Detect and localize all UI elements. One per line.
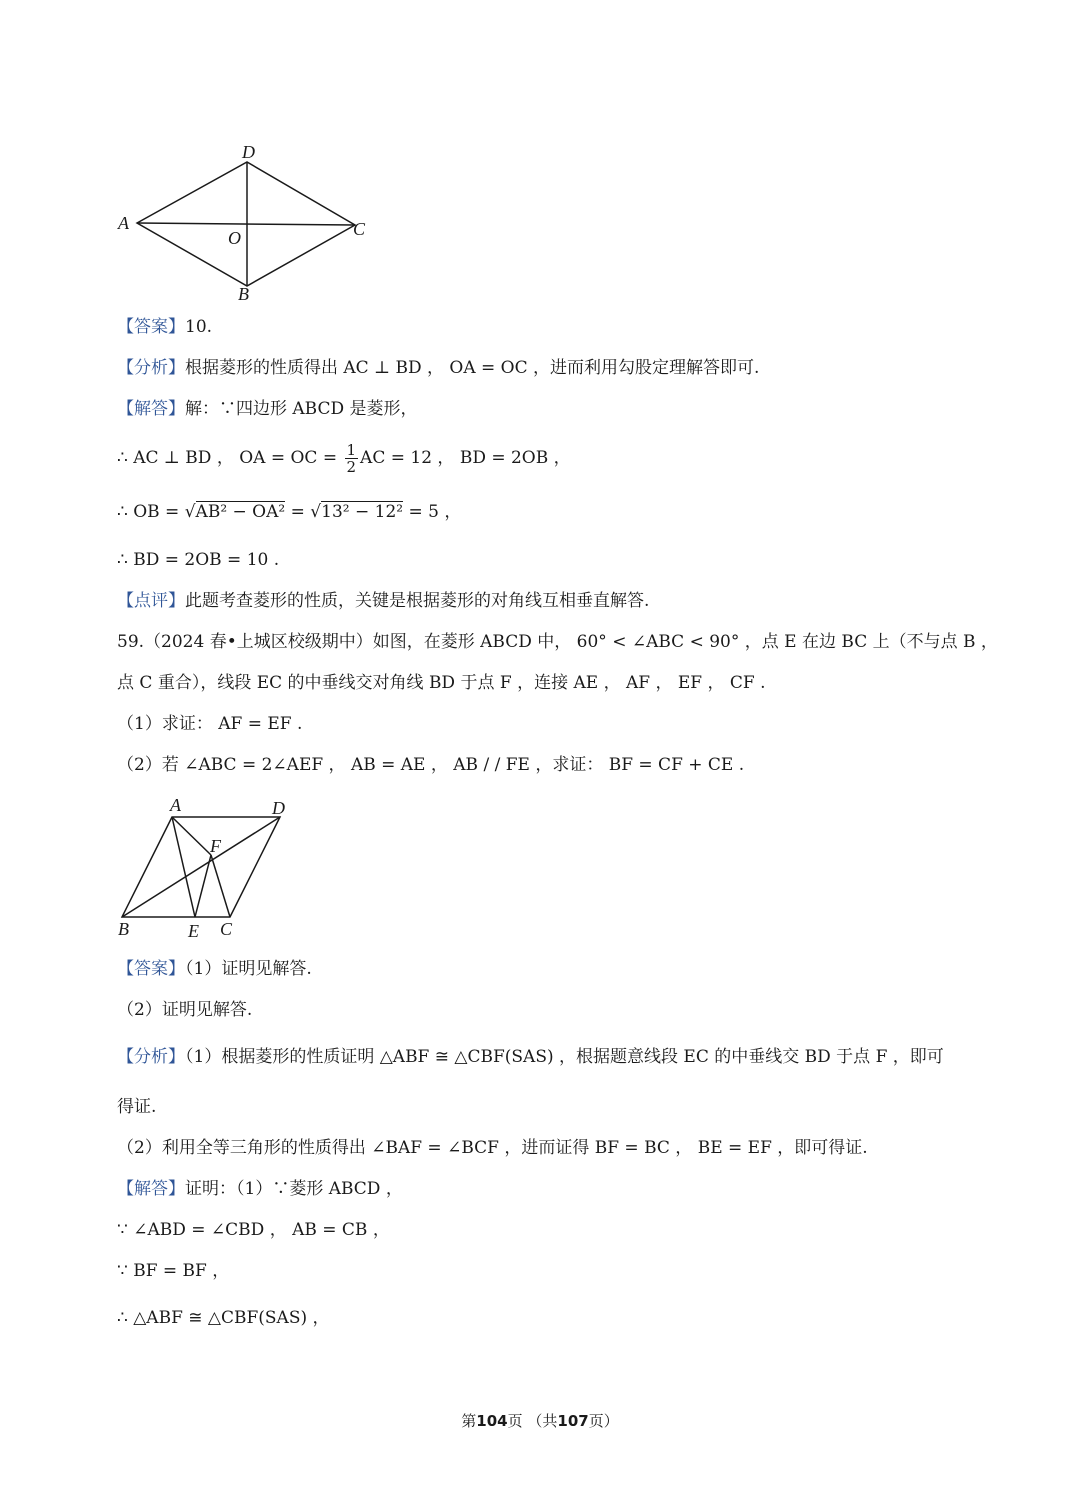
problem-59-line2	[117, 671, 765, 695]
rhombus-figure	[110, 140, 380, 305]
label-o: O	[228, 228, 241, 248]
sqrt-content-2: 13² − 12²	[321, 502, 404, 522]
analysis-59-line1	[117, 1045, 944, 1069]
comment-tag: 【点评】	[117, 591, 185, 611]
label-b: B	[238, 284, 249, 304]
solution-59-text4: ∴ △ABF ≅ △CBF(SAS) ，	[117, 1308, 330, 1328]
step1-part-a: ∴ AC ⊥ BD ， OA = OC =	[117, 448, 343, 468]
problem-59-part2	[117, 753, 744, 777]
page-footer	[0, 1410, 1080, 1431]
answer-59-part2: （2）证明见解答.	[117, 1000, 253, 1020]
analysis-58-text: 根据菱形的性质得出 AC ⊥ BD ， OA = OC ，进而利用勾股定理解答即可.	[185, 358, 760, 378]
answer-59-line	[117, 957, 312, 981]
footer-page-number: 104	[476, 1412, 508, 1430]
sqrt-content-1: AB² − OA²	[195, 502, 286, 522]
label-c: C	[353, 219, 366, 239]
label-f: F	[210, 836, 221, 856]
problem-59-part2-text: （2）若 ∠ABC = 2∠AEF ， AB = AE ， AB / / FE ，求证： BF = CF + CE .	[117, 755, 745, 775]
analysis-58-line	[117, 356, 759, 380]
solution-59-text1: 证明：（1）∵菱形 ABCD ，	[185, 1179, 403, 1199]
step3-text: ∴ BD = 2OB = 10 .	[117, 550, 280, 570]
solution-59-line4	[117, 1306, 330, 1330]
solution-59-text2: ∵ ∠ABD = ∠CBD ， AB = CB ，	[117, 1220, 390, 1240]
label-d: D	[242, 142, 255, 162]
analysis-59-text1-cont: 得证.	[117, 1097, 157, 1117]
diagonal-bd	[122, 817, 280, 917]
segment-af	[172, 817, 211, 855]
label-a: A	[118, 213, 129, 233]
problem-59-line1	[117, 630, 998, 654]
solution-58-step3	[117, 548, 279, 572]
solution-59-line1	[117, 1177, 403, 1201]
solution-59-line3	[117, 1259, 229, 1283]
answer-58-line	[117, 315, 212, 339]
solution-58-step1	[117, 440, 571, 476]
problem-59-part1	[117, 712, 302, 736]
fraction-numerator: 1	[346, 441, 357, 459]
analysis-59-line1-cont	[117, 1095, 156, 1119]
answer-tag: 【答案】	[117, 317, 185, 337]
label-e: E	[188, 921, 199, 941]
solution-58-intro: 解：∵四边形 ABCD 是菱形，	[185, 399, 418, 419]
solution-58-line	[117, 397, 418, 421]
comment-58-line	[117, 589, 649, 613]
fraction-denominator: 2	[346, 458, 357, 476]
segment-ef	[195, 855, 211, 917]
problem-59-text1: 59.（2024 春•上城区校级期中）如图，在菱形 ABCD 中， 60° < ∠ABC < 90° ，点 E 在边 BC 上（不与点 B ，	[117, 632, 998, 652]
analysis-59-text2: （2）利用全等三角形的性质得出 ∠BAF = ∠BCF ，进而证得 BF = BC ， BE = EF ，即可得证.	[117, 1138, 868, 1158]
segment-ae	[172, 817, 195, 917]
footer-middle: 页 （共	[507, 1412, 558, 1430]
comment-58-text: 此题考查菱形的性质，关键是根据菱形的对角线互相垂直解答.	[185, 591, 650, 611]
answer-58-value: 10.	[185, 317, 213, 337]
diagonal-ac	[137, 223, 355, 225]
label-c: C	[220, 919, 233, 939]
solution-59-line2	[117, 1218, 390, 1242]
rhombus-efx-figure	[110, 792, 300, 942]
solution-59-text3: ∵ BF = BF ，	[117, 1261, 230, 1281]
label-a: A	[170, 795, 181, 815]
answer-tag: 【答案】	[117, 959, 185, 979]
footer-prefix: 第	[461, 1412, 477, 1430]
analysis-tag: 【分析】	[117, 1047, 185, 1067]
footer-suffix: 页）	[588, 1412, 619, 1430]
answer-59-line2	[117, 998, 252, 1022]
solution-58-step2	[117, 500, 461, 524]
fraction-half	[345, 442, 359, 475]
sqrt-sign-2: √	[310, 502, 322, 522]
problem-59-part1-text: （1）求证： AF = EF .	[117, 714, 303, 734]
analysis-59-text1: （1）根据菱形的性质证明 △ABF ≅ △CBF(SAS) ，根据题意线段 EC 的中垂线交 BD 于点 F ，即可	[185, 1047, 944, 1067]
solution-tag: 【解答】	[117, 1179, 185, 1199]
analysis-59-line2	[117, 1136, 868, 1160]
problem-59-text2: 点 C 重合），线段 EC 的中垂线交对角线 BD 于点 F ，连接 AE ， AF ， EF ， CF .	[117, 673, 766, 693]
label-d: D	[272, 798, 285, 818]
footer-total-pages: 107	[557, 1412, 589, 1430]
step2-post: = 5 ，	[403, 502, 462, 522]
step2-mid: =	[285, 502, 311, 522]
label-b: B	[118, 919, 129, 939]
solution-tag: 【解答】	[117, 399, 185, 419]
step2-pre: ∴ OB =	[117, 502, 185, 522]
answer-59-part1: （1）证明见解答.	[185, 959, 312, 979]
sqrt-sign-1: √	[184, 502, 196, 522]
segment-cf	[211, 855, 230, 917]
step1-part-b: AC = 12 ， BD = 2OB ，	[360, 448, 571, 468]
analysis-tag: 【分析】	[117, 358, 185, 378]
